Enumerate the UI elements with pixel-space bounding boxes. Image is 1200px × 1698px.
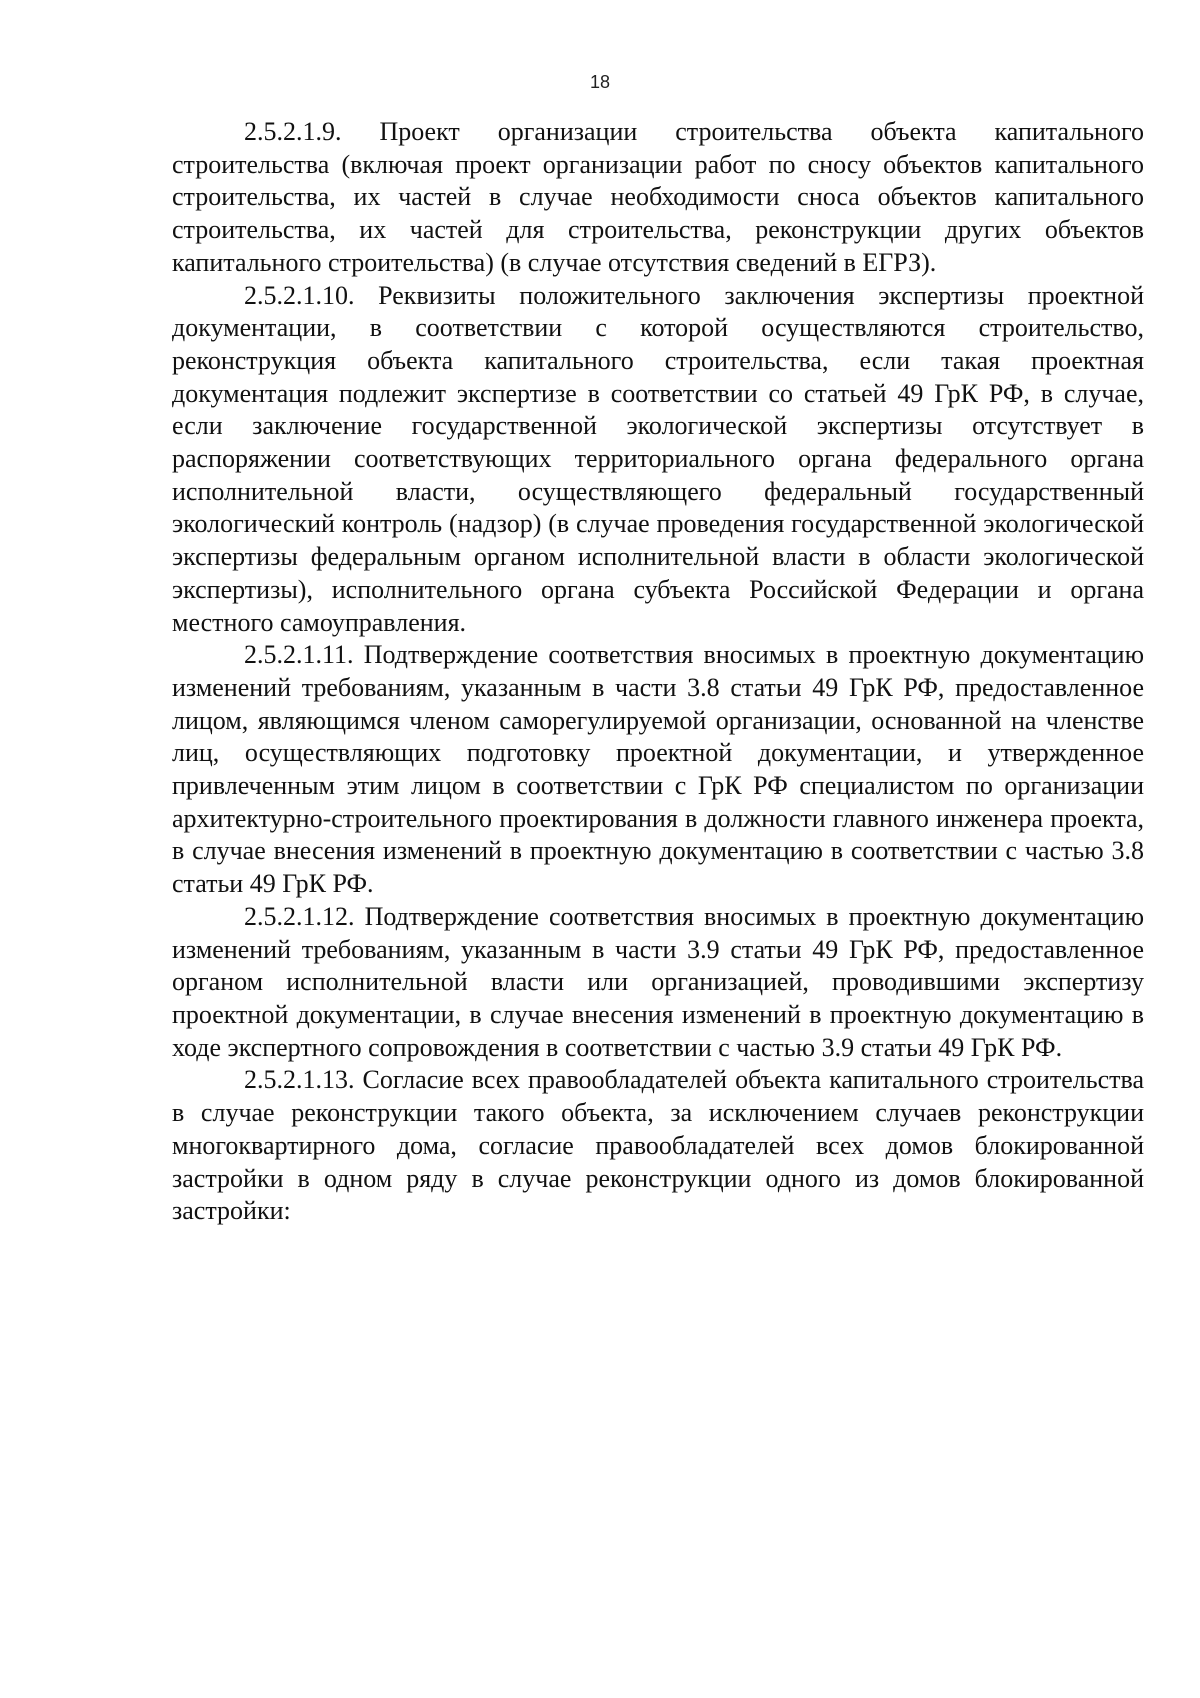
page-number: 18 xyxy=(589,72,611,92)
paragraph-2-5-2-1-11: 2.5.2.1.11. Подтверждение соответствия вносимых в проектную документацию изменений требованиям, указанным в части 3.8 статьи 49 ГрК РФ, предоставленное лицом, являющимся членом саморегулируемой организации, основанной на членстве лиц, осуществляющих подготовку проектной документации, и утвержденное привлеченным этим лицом в соответствии с ГрК РФ специалистом по организации архитектурно-строительного проектирования в должности главного инженера проекта, в случае внесения изменений в проектную документацию в соответствии с частью 3.8 статьи 49 ГрК РФ. xyxy=(172,640,1144,899)
paragraph-2-5-2-1-13: 2.5.2.1.13. Согласие всех правообладателей объекта капитального строительства в случае реконструкции такого объекта, за исключением случаев реконструкции многоквартирного дома, согласие правообладателей всех домов блокированной застройки в одном ряду в случае реконструкции одного из домов блокированной застройки: xyxy=(172,1065,1144,1226)
document-body xyxy=(172,116,1144,1228)
paragraph-2-5-2-1-9: 2.5.2.1.9. Проект организации строительства объекта капитального строительства (включая проект организации работ по сносу объектов капитального строительства, их частей в случае необходимости сноса объектов капитального строительства, их частей для строительства, реконструкции других объектов капитального строительства) (в случае отсутствия сведений в ЕГРЗ). xyxy=(172,117,1144,277)
paragraph-2-5-2-1-10: 2.5.2.1.10. Реквизиты положительного заключения экспертизы проектной документации, в соответствии с которой осуществляются строительство, реконструкция объекта капитального строительства, если такая проектная документация подлежит экспертизе в соответствии со статьей 49 ГрК РФ, в случае, если заключение государственной экологической экспертизы отсутствует в распоряжении соответствующих территориального органа федерального органа исполнительной власти, осуществляющего федеральный государственный экологический контроль (надзор) (в случае проведения государственной экологической экспертизы федеральным органом исполнительной власти в области экологической экспертизы), исполнительного органа субъекта Российской Федерации и органа местного самоуправления. xyxy=(172,280,1144,637)
paragraph-2-5-2-1-12: 2.5.2.1.12. Подтверждение соответствия вносимых в проектную документацию изменений требованиям, указанным в части 3.9 статьи 49 ГрК РФ, предоставленное органом исполнительной власти или организацией, проводившими экспертизу проектной документации, в случае внесения изменений в проектную документацию в ходе экспертного сопровождения в соответствии с частью 3.9 статьи 49 ГрК РФ. xyxy=(172,901,1144,1062)
